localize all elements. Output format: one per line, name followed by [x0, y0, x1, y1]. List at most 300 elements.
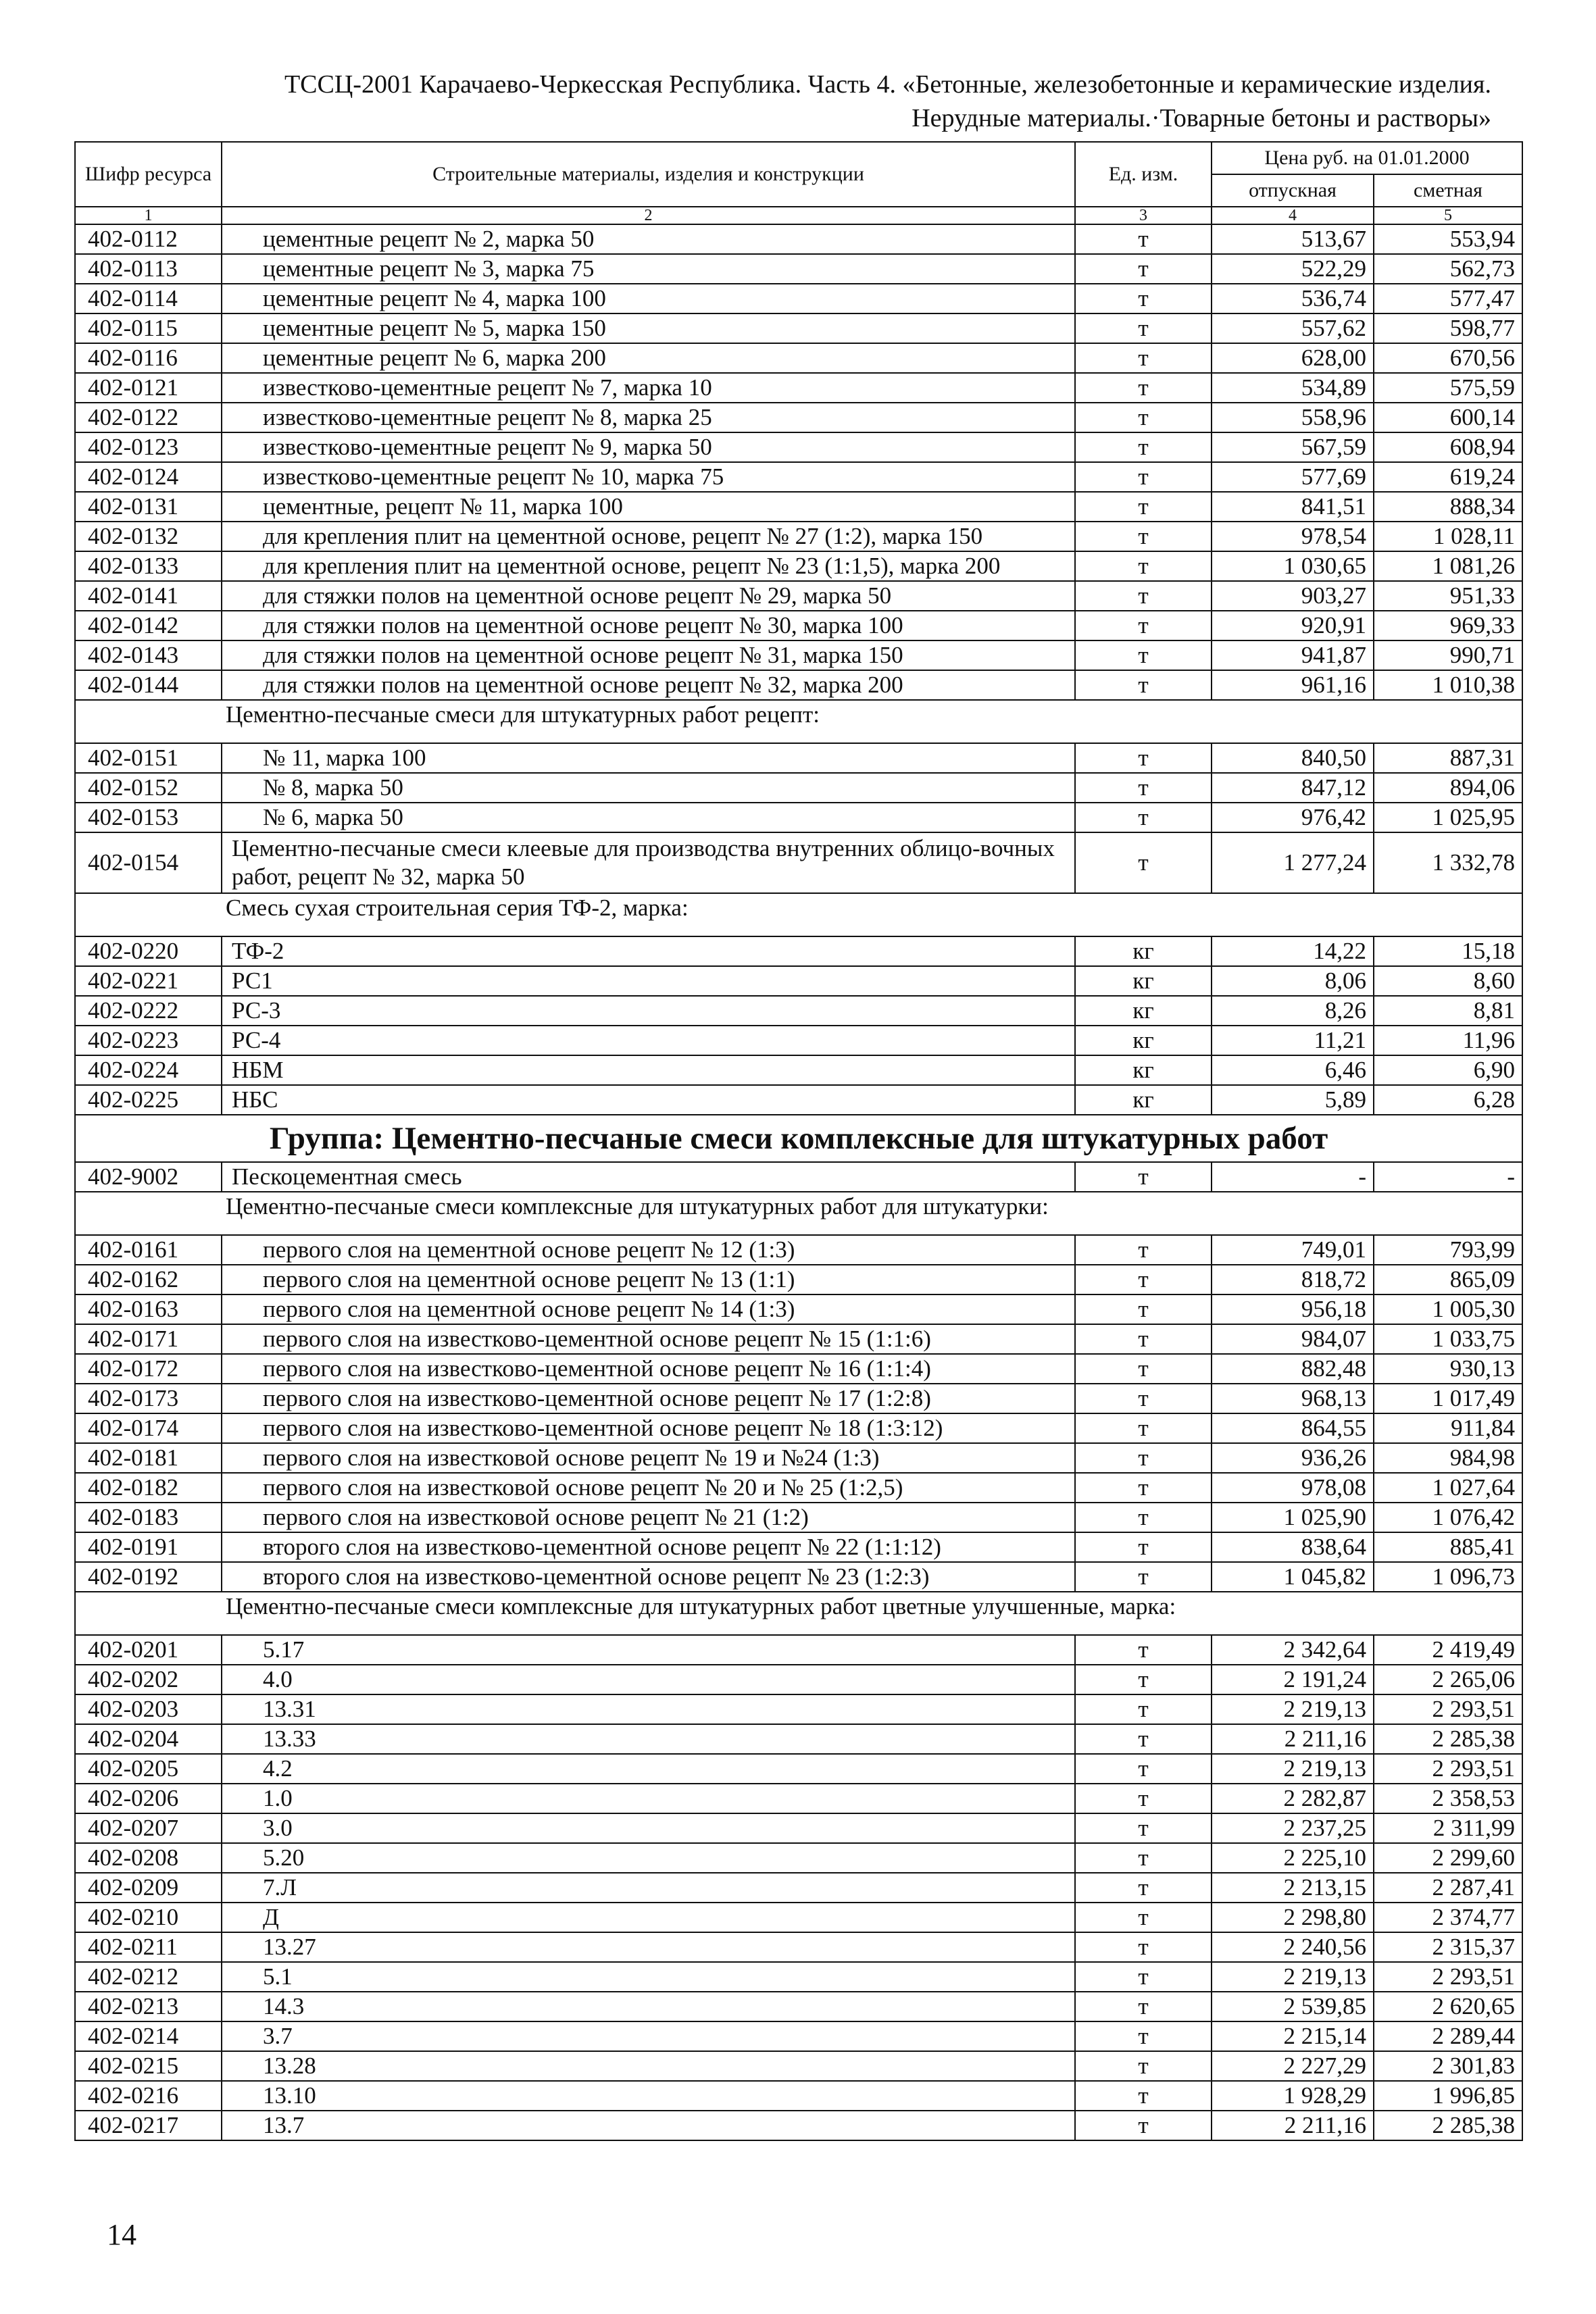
price-release: 11,21	[1212, 1026, 1374, 1055]
resource-code: 402-0205	[75, 1754, 222, 1784]
table-row	[75, 343, 1522, 373]
price-release: 2 215,14	[1212, 2021, 1374, 2051]
price-release: 534,89	[1212, 373, 1374, 403]
unit: т	[1075, 640, 1212, 670]
col-number: 2	[222, 207, 1075, 224]
subheading: Цементно-песчаные смеси для штукатурных работ рецепт:	[75, 700, 1522, 743]
unit: т	[1075, 1413, 1212, 1443]
unit: т	[1075, 1873, 1212, 1903]
unit: т	[1075, 1354, 1212, 1384]
price-estimate: 887,31	[1374, 743, 1522, 773]
price-release: 818,72	[1212, 1265, 1374, 1294]
unit: т	[1075, 1992, 1212, 2021]
material-name: НБМ	[222, 1055, 1075, 1085]
price-estimate: 2 285,38	[1374, 1724, 1522, 1754]
resource-code: 402-0213	[75, 1992, 222, 2021]
resource-code: 402-0152	[75, 773, 222, 803]
price-release: 976,42	[1212, 803, 1374, 832]
unit: т	[1075, 2111, 1212, 2140]
resource-code: 402-0210	[75, 1903, 222, 1932]
col-number: 4	[1212, 207, 1374, 224]
price-release: 8,26	[1212, 996, 1374, 1026]
price-estimate: 793,99	[1374, 1235, 1522, 1265]
unit: кг	[1075, 1085, 1212, 1115]
table-row	[75, 1384, 1522, 1413]
table-row	[75, 640, 1522, 670]
table-row	[75, 581, 1522, 611]
unit: кг	[1075, 966, 1212, 996]
page-header	[76, 68, 1491, 135]
unit: т	[1075, 803, 1212, 832]
table-row	[75, 522, 1522, 551]
unit: т	[1075, 492, 1212, 522]
price-estimate: 2 419,49	[1374, 1635, 1522, 1665]
table-row	[75, 313, 1522, 343]
price-estimate: 2 620,65	[1374, 1992, 1522, 2021]
table-header	[75, 142, 1522, 224]
price-release: 841,51	[1212, 492, 1374, 522]
price-estimate: 865,09	[1374, 1265, 1522, 1294]
unit: т	[1075, 1294, 1212, 1324]
price-estimate: 911,84	[1374, 1413, 1522, 1443]
price-estimate: 1 028,11	[1374, 522, 1522, 551]
price-estimate: 2 293,51	[1374, 1754, 1522, 1784]
resource-code: 402-0173	[75, 1384, 222, 1413]
unit: т	[1075, 1754, 1212, 1784]
unit: т	[1075, 373, 1212, 403]
unit: т	[1075, 1235, 1212, 1265]
resource-code: 402-0112	[75, 224, 222, 254]
material-name: цементные рецепт № 3, марка 75	[222, 254, 1075, 284]
resource-code: 402-0202	[75, 1665, 222, 1694]
resource-code: 402-0143	[75, 640, 222, 670]
material-name: первого слоя на известково-цементной основе рецепт № 17 (1:2:8)	[222, 1384, 1075, 1413]
resource-code: 402-0191	[75, 1532, 222, 1562]
price-estimate: 990,71	[1374, 640, 1522, 670]
resource-code: 402-0182	[75, 1473, 222, 1503]
table-row	[75, 2051, 1522, 2081]
unit: т	[1075, 581, 1212, 611]
price-estimate: 2 293,51	[1374, 1694, 1522, 1724]
material-name: № 11, марка 100	[222, 743, 1075, 773]
group-row	[75, 1115, 1522, 1162]
subheading: Цементно-песчаные смеси комплексные для штукатурных работ для штукатурки:	[75, 1192, 1522, 1235]
price-estimate: 951,33	[1374, 581, 1522, 611]
resource-code: 402-0201	[75, 1635, 222, 1665]
unit: т	[1075, 224, 1212, 254]
table-row	[75, 1235, 1522, 1265]
price-estimate: 619,24	[1374, 462, 1522, 492]
table-row	[75, 1635, 1522, 1665]
unit: т	[1075, 1473, 1212, 1503]
material-name: 14.3	[222, 1992, 1075, 2021]
table-row	[75, 1055, 1522, 1085]
unit: т	[1075, 1532, 1212, 1562]
resource-code: 402-0151	[75, 743, 222, 773]
resource-code: 402-0122	[75, 403, 222, 432]
material-name: для стяжки полов на цементной основе рецепт № 32, марка 200	[222, 670, 1075, 700]
resource-code: 402-0215	[75, 2051, 222, 2081]
col-header-name: Строительные материалы, изделия и конструкции	[222, 142, 1075, 207]
material-name: для крепления плит на цементной основе, рецепт № 27 (1:2), марка 150	[222, 522, 1075, 551]
resource-code: 402-0131	[75, 492, 222, 522]
price-release: 749,01	[1212, 1235, 1374, 1265]
price-release: 2 211,16	[1212, 1724, 1374, 1754]
table-row	[75, 1784, 1522, 1813]
resource-code: 402-9002	[75, 1162, 222, 1192]
price-estimate: 888,34	[1374, 492, 1522, 522]
material-name: для стяжки полов на цементной основе рецепт № 31, марка 150	[222, 640, 1075, 670]
table-row	[75, 551, 1522, 581]
price-release: 903,27	[1212, 581, 1374, 611]
unit: т	[1075, 1962, 1212, 1992]
resource-code: 402-0224	[75, 1055, 222, 1085]
unit: т	[1075, 832, 1212, 893]
resource-code: 402-0123	[75, 432, 222, 462]
resource-code: 402-0142	[75, 611, 222, 640]
resource-code: 402-0208	[75, 1843, 222, 1873]
price-estimate: 670,56	[1374, 343, 1522, 373]
table-row	[75, 1813, 1522, 1843]
table-row	[75, 1932, 1522, 1962]
table-body	[75, 224, 1522, 2140]
material-name: первого слоя на известково-цементной основе рецепт № 18 (1:3:12)	[222, 1413, 1075, 1443]
material-name: первого слоя на известково-цементной основе рецепт № 16 (1:1:4)	[222, 1354, 1075, 1384]
price-estimate: 1 027,64	[1374, 1473, 1522, 1503]
resource-code: 402-0192	[75, 1562, 222, 1592]
table-row	[75, 936, 1522, 966]
price-release: 8,06	[1212, 966, 1374, 996]
price-estimate: 2 293,51	[1374, 1962, 1522, 1992]
resource-code: 402-0212	[75, 1962, 222, 1992]
col-header-price-out: отпускная	[1212, 174, 1374, 207]
material-name: 13.27	[222, 1932, 1075, 1962]
price-release: 1 025,90	[1212, 1503, 1374, 1532]
price-estimate: 930,13	[1374, 1354, 1522, 1384]
material-name: первого слоя на известковой основе рецепт № 20 и № 25 (1:2,5)	[222, 1473, 1075, 1503]
price-release: 2 213,15	[1212, 1873, 1374, 1903]
material-name: первого слоя на известковой основе рецепт № 19 и №24 (1:3)	[222, 1443, 1075, 1473]
price-estimate: 1 033,75	[1374, 1324, 1522, 1354]
price-release: 920,91	[1212, 611, 1374, 640]
material-name: известково-цементные рецепт № 8, марка 25	[222, 403, 1075, 432]
material-name: 4.0	[222, 1665, 1075, 1694]
price-estimate: 885,41	[1374, 1532, 1522, 1562]
price-estimate: 2 265,06	[1374, 1665, 1522, 1694]
table-row	[75, 403, 1522, 432]
resource-code: 402-0154	[75, 832, 222, 893]
table-row	[75, 1324, 1522, 1354]
resource-code: 402-0161	[75, 1235, 222, 1265]
resource-code: 402-0114	[75, 284, 222, 313]
subheading-row	[75, 1592, 1522, 1635]
col-header-price-group: Цена руб. на 01.01.2000	[1212, 142, 1522, 174]
table-row	[75, 1473, 1522, 1503]
price-release: 838,64	[1212, 1532, 1374, 1562]
price-release: 1 277,24	[1212, 832, 1374, 893]
table-row	[75, 1354, 1522, 1384]
table-row	[75, 1443, 1522, 1473]
material-name: РС-4	[222, 1026, 1075, 1055]
price-release: 567,59	[1212, 432, 1374, 462]
material-name: 13.28	[222, 2051, 1075, 2081]
resource-code: 402-0132	[75, 522, 222, 551]
price-release: 577,69	[1212, 462, 1374, 492]
col-number: 5	[1374, 207, 1522, 224]
table-row	[75, 1754, 1522, 1784]
unit: т	[1075, 670, 1212, 700]
table-row	[75, 1694, 1522, 1724]
price-release: 6,46	[1212, 1055, 1374, 1085]
price-estimate: 2 311,99	[1374, 1813, 1522, 1843]
table-row	[75, 462, 1522, 492]
resource-code: 402-0183	[75, 1503, 222, 1532]
resource-code: 402-0206	[75, 1784, 222, 1813]
table-row	[75, 2081, 1522, 2111]
price-release: 2 219,13	[1212, 1962, 1374, 1992]
table-row	[75, 1085, 1522, 1115]
material-name: для крепления плит на цементной основе, рецепт № 23 (1:1,5), марка 200	[222, 551, 1075, 581]
material-name: цементные рецепт № 4, марка 100	[222, 284, 1075, 313]
unit: т	[1075, 313, 1212, 343]
material-name: Пескоцементная смесь	[222, 1162, 1075, 1192]
resource-code: 402-0214	[75, 2021, 222, 2051]
material-name: № 6, марка 50	[222, 803, 1075, 832]
unit: т	[1075, 1162, 1212, 1192]
resource-code: 402-0124	[75, 462, 222, 492]
price-release: 936,26	[1212, 1443, 1374, 1473]
resource-code: 402-0216	[75, 2081, 222, 2111]
material-name: 5.1	[222, 1962, 1075, 1992]
price-estimate: 894,06	[1374, 773, 1522, 803]
resource-code: 402-0220	[75, 936, 222, 966]
resource-code: 402-0204	[75, 1724, 222, 1754]
table-row	[75, 1265, 1522, 1294]
price-release: 1 030,65	[1212, 551, 1374, 581]
table-row	[75, 996, 1522, 1026]
material-name: 7.Л	[222, 1873, 1075, 1903]
resource-code: 402-0115	[75, 313, 222, 343]
table-row	[75, 2111, 1522, 2140]
resource-code: 402-0222	[75, 996, 222, 1026]
page-number: 14	[107, 2218, 136, 2251]
table-row	[75, 1562, 1522, 1592]
col-number: 3	[1075, 207, 1212, 224]
price-release: 968,13	[1212, 1384, 1374, 1413]
price-release: 14,22	[1212, 936, 1374, 966]
group-heading: Группа: Цементно-песчаные смеси комплексные для штукатурных работ	[75, 1115, 1522, 1162]
material-name: РС1	[222, 966, 1075, 996]
material-name: 1.0	[222, 1784, 1075, 1813]
material-name: цементные рецепт № 2, марка 50	[222, 224, 1075, 254]
table-row	[75, 284, 1522, 313]
price-release: 961,16	[1212, 670, 1374, 700]
price-estimate: 1 076,42	[1374, 1503, 1522, 1532]
price-estimate: 1 332,78	[1374, 832, 1522, 893]
col-header-unit: Ед. изм.	[1075, 142, 1212, 207]
price-release: 978,54	[1212, 522, 1374, 551]
unit: т	[1075, 2021, 1212, 2051]
material-name: второго слоя на известково-цементной основе рецепт № 22 (1:1:12)	[222, 1532, 1075, 1562]
material-name: Д	[222, 1903, 1075, 1932]
material-name: ТФ-2	[222, 936, 1075, 966]
table-row	[75, 224, 1522, 254]
material-name: РС-3	[222, 996, 1075, 1026]
price-estimate: 11,96	[1374, 1026, 1522, 1055]
unit: т	[1075, 1562, 1212, 1592]
table-row	[75, 773, 1522, 803]
material-name: известково-цементные рецепт № 10, марка 75	[222, 462, 1075, 492]
material-name: Цементно-песчаные смеси клеевые для производства внутренних облицо-вочных работ, рецепт № 32, марка 50	[222, 832, 1075, 893]
material-name: 13.10	[222, 2081, 1075, 2111]
price-estimate: 2 289,44	[1374, 2021, 1522, 2051]
price-estimate: 2 285,38	[1374, 2111, 1522, 2140]
material-name: 3.0	[222, 1813, 1075, 1843]
material-name: известково-цементные рецепт № 7, марка 10	[222, 373, 1075, 403]
unit: т	[1075, 254, 1212, 284]
price-release: 1 045,82	[1212, 1562, 1374, 1592]
price-release: 2 225,10	[1212, 1843, 1374, 1873]
col-number: 1	[75, 207, 222, 224]
table-row	[75, 743, 1522, 773]
price-estimate: 1 096,73	[1374, 1562, 1522, 1592]
col-header-code: Шифр ресурса	[75, 142, 222, 207]
price-estimate: 2 374,77	[1374, 1903, 1522, 1932]
resource-code: 402-0207	[75, 1813, 222, 1843]
unit: кг	[1075, 1055, 1212, 1085]
unit: т	[1075, 611, 1212, 640]
price-estimate: 1 005,30	[1374, 1294, 1522, 1324]
table-row	[75, 803, 1522, 832]
subheading: Смесь сухая строительная серия ТФ-2, марка:	[75, 893, 1522, 936]
unit: т	[1075, 284, 1212, 313]
resource-code: 402-0203	[75, 1694, 222, 1724]
price-release: 2 282,87	[1212, 1784, 1374, 1813]
price-release: -	[1212, 1162, 1374, 1192]
price-estimate: 2 287,41	[1374, 1873, 1522, 1903]
price-estimate: 6,28	[1374, 1085, 1522, 1115]
resource-code: 402-0217	[75, 2111, 222, 2140]
price-table	[74, 141, 1522, 2141]
price-estimate: 969,33	[1374, 611, 1522, 640]
col-header-price-est: сметная	[1374, 174, 1522, 207]
price-estimate: 984,98	[1374, 1443, 1522, 1473]
unit: кг	[1075, 936, 1212, 966]
table-row	[75, 373, 1522, 403]
price-release: 882,48	[1212, 1354, 1374, 1384]
table-row	[75, 432, 1522, 462]
header-line-1: ТССЦ-2001 Карачаево-Черкесская Республика. Часть 4. «Бетонные, железобетонные и керамические изделия.	[284, 70, 1491, 99]
unit: т	[1075, 1932, 1212, 1962]
resource-code: 402-0181	[75, 1443, 222, 1473]
material-name: первого слоя на известково-цементной основе рецепт № 15 (1:1:6)	[222, 1324, 1075, 1354]
price-release: 864,55	[1212, 1413, 1374, 1443]
resource-code: 402-0144	[75, 670, 222, 700]
unit: т	[1075, 1724, 1212, 1754]
table-row	[75, 1413, 1522, 1443]
price-estimate: 2 299,60	[1374, 1843, 1522, 1873]
resource-code: 402-0121	[75, 373, 222, 403]
price-estimate: 1 996,85	[1374, 2081, 1522, 2111]
material-name: НБС	[222, 1085, 1075, 1115]
subheading: Цементно-песчаные смеси комплексные для штукатурных работ цветные улучшенные, марка:	[75, 1592, 1522, 1635]
resource-code: 402-0211	[75, 1932, 222, 1962]
unit: т	[1075, 1843, 1212, 1873]
unit: т	[1075, 773, 1212, 803]
price-estimate: 2 301,83	[1374, 2051, 1522, 2081]
material-name: 4.2	[222, 1754, 1075, 1784]
resource-code: 402-0162	[75, 1265, 222, 1294]
table-row	[75, 611, 1522, 640]
price-release: 2 237,25	[1212, 1813, 1374, 1843]
subheading-row	[75, 1192, 1522, 1235]
unit: т	[1075, 462, 1212, 492]
price-estimate: 8,81	[1374, 996, 1522, 1026]
unit: т	[1075, 343, 1212, 373]
price-release: 557,62	[1212, 313, 1374, 343]
price-estimate: 1 010,38	[1374, 670, 1522, 700]
unit: т	[1075, 1635, 1212, 1665]
price-estimate: 1 081,26	[1374, 551, 1522, 581]
material-name: первого слоя на известковой основе рецепт № 21 (1:2)	[222, 1503, 1075, 1532]
unit: т	[1075, 522, 1212, 551]
table-row	[75, 1873, 1522, 1903]
unit: т	[1075, 1665, 1212, 1694]
unit: т	[1075, 2081, 1212, 2111]
unit: т	[1075, 551, 1212, 581]
table-row	[75, 1294, 1522, 1324]
table-row	[75, 2021, 1522, 2051]
price-estimate: -	[1374, 1162, 1522, 1192]
material-name: 3.7	[222, 2021, 1075, 2051]
price-release: 2 342,64	[1212, 1635, 1374, 1665]
table-row	[75, 1162, 1522, 1192]
price-release: 558,96	[1212, 403, 1374, 432]
unit: т	[1075, 1813, 1212, 1843]
unit: кг	[1075, 1026, 1212, 1055]
unit: кг	[1075, 996, 1212, 1026]
price-release: 522,29	[1212, 254, 1374, 284]
price-release: 513,67	[1212, 224, 1374, 254]
price-estimate: 562,73	[1374, 254, 1522, 284]
resource-code: 402-0133	[75, 551, 222, 581]
table-row	[75, 1992, 1522, 2021]
price-release: 978,08	[1212, 1473, 1374, 1503]
price-release: 2 539,85	[1212, 1992, 1374, 2021]
material-name: 13.7	[222, 2111, 1075, 2140]
material-name: № 8, марка 50	[222, 773, 1075, 803]
unit: т	[1075, 1384, 1212, 1413]
price-release: 984,07	[1212, 1324, 1374, 1354]
table-row	[75, 670, 1522, 700]
resource-code: 402-0171	[75, 1324, 222, 1354]
price-release: 628,00	[1212, 343, 1374, 373]
material-name: известково-цементные рецепт № 9, марка 50	[222, 432, 1075, 462]
resource-code: 402-0209	[75, 1873, 222, 1903]
unit: т	[1075, 1265, 1212, 1294]
unit: т	[1075, 1694, 1212, 1724]
material-name: 13.33	[222, 1724, 1075, 1754]
price-estimate: 577,47	[1374, 284, 1522, 313]
resource-code: 402-0223	[75, 1026, 222, 1055]
table-row	[75, 1903, 1522, 1932]
price-release: 2 191,24	[1212, 1665, 1374, 1694]
table-row	[75, 1026, 1522, 1055]
resource-code: 402-0141	[75, 581, 222, 611]
table-row	[75, 254, 1522, 284]
resource-code: 402-0172	[75, 1354, 222, 1384]
material-name: 5.17	[222, 1635, 1075, 1665]
